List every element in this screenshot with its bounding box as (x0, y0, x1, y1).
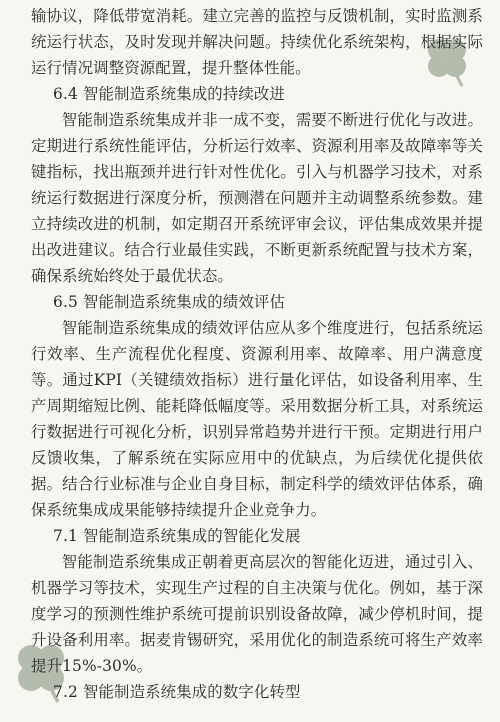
paragraph-intelligent-development: 智能制造系统集成正朝着更高层次的智能化迈进，通过引入、机器学习等技术，实现生产过程的自主决策与优化。例如，基于深度学习的预测性维护系统可提前识别设备故障，减少停机时间，提升设备利用率。据麦肯锡研究，采用优化的制造系统可将生产效率提升15%-30%。 (31, 553, 483, 675)
paragraph-continuation: 输协议，降低带宽消耗。建立完善的监控与反馈机制，实时监测系统运行状态，及时发现并解决问题。持续优化系统架构，根据实际运行情况调整资源配置，提升整体性能。 (31, 7, 483, 77)
section-heading-7-2: 7.2 智能制造系统集成的数字化转型 (53, 683, 301, 701)
body-text (31, 3, 483, 705)
paragraph-performance-evaluation: 智能制造系统集成的绩效评估应从多个维度进行，包括系统运行效率、生产流程优化程度、资源利用率、故障率、用户满意度等。通过KPI（关键绩效指标）进行量化评估，如设备利用率、生产周期缩短比例、能耗降低幅度等。采用数据分析工具，对系统运行数据进行可视化分析，识别异常趋势并进行干预。定期进行用户反馈收集，了解系统在实际应用中的优缺点，为后续优化提供依据。结合行业标准与企业自身目标，制定科学的绩效评估体系，确保系统集成成果能够持续提升企业竞争力。 (31, 319, 483, 519)
section-heading-6-5: 6.5 智能制造系统集成的绩效评估 (53, 293, 285, 311)
section-heading-7-1: 7.1 智能制造系统集成的智能化发展 (53, 527, 301, 545)
paragraph-continuous-improvement: 智能制造系统集成并非一成不变，需要不断进行优化与改进。定期进行系统性能评估，分析运行效率、资源利用率及故障率等关键指标，找出瓶颈并进行针对性优化。引入与机器学习技术，对系统运行数据进行深度分析，预测潜在问题并主动调整系统参数。建立持续改进的机制，如定期召开系统评审会议，评估集成效果并提出改进建议。结合行业最佳实践，不断更新系统配置与技术方案，确保系统始终处于最优状态。 (31, 111, 483, 285)
section-heading-6-4: 6.4 智能制造系统集成的持续改进 (53, 85, 285, 103)
